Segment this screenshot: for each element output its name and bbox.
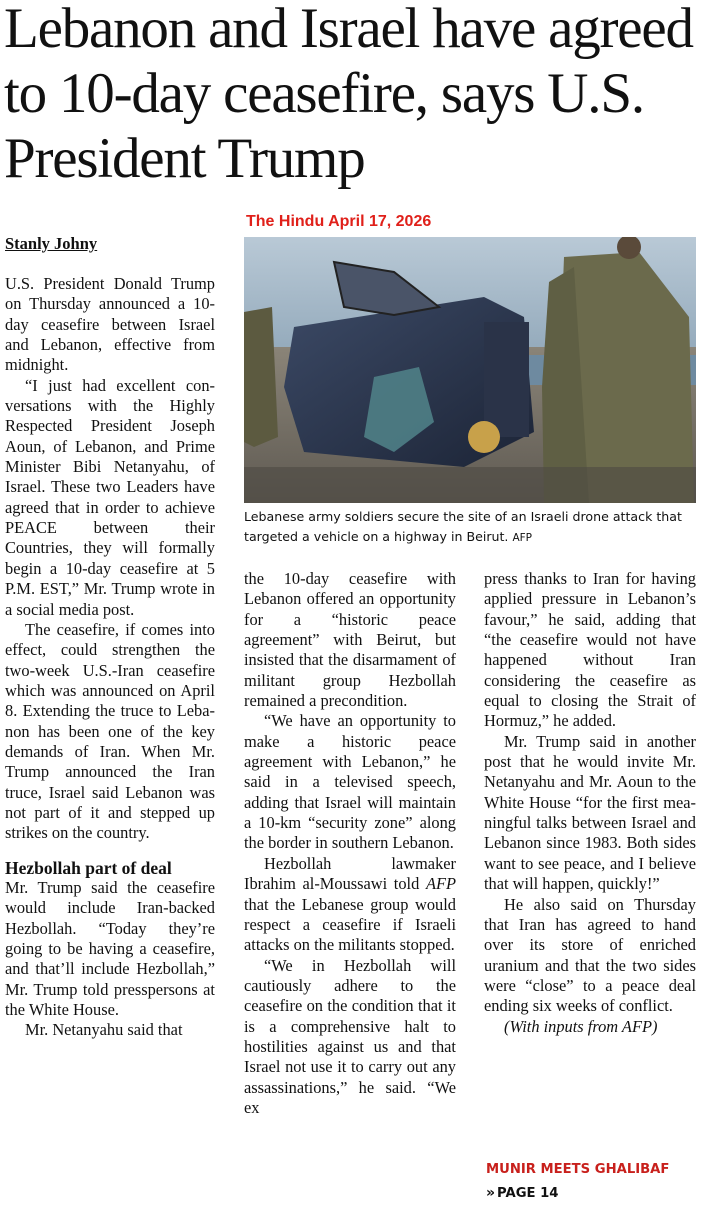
double-chevron-right-icon: » bbox=[486, 1185, 496, 1201]
paragraph: “I just had excellent conversations with the Highly Respected President Joseph Aoun, of Lebanon, and Prime Minister Bibi Netanyahu, of Israel. These two Leaders have agreed that in order to achieve PEACE between their Countries, they will formally begin a 10-day ceasefire at 5 P.M. EST,” Mr. Trump wrote in a social media post. bbox=[5, 375, 215, 619]
column-3 bbox=[484, 569, 696, 1037]
text-run: Hezbollah lawmaker Ibrahim al-Moussawi told bbox=[244, 853, 456, 894]
paragraph: the 10-day ceasefire with Lebanon offered an opportunity for a “historic peace agreement” with Beirut, but insisted that the disarmament of militant group Hezbollah remained a precondition. bbox=[244, 569, 456, 711]
news-photo bbox=[244, 237, 696, 503]
inputs-note bbox=[484, 1017, 696, 1037]
news-photo-image bbox=[244, 237, 696, 503]
paragraph bbox=[244, 854, 456, 956]
paragraph: Mr. Trump said in another post that he would invite Mr. Netanyahu and Mr. Aoun to the White House “for the first meaningful talks between Israel and Lebanon since 1983. Both sides want to see peace, and I believe that will happen, quickly!” bbox=[484, 731, 696, 894]
headline: Lebanon and Israel have agreed to 10-day ceasefire, says U.S. President Trump bbox=[4, 0, 693, 190]
teaser-page-ref[interactable] bbox=[486, 1185, 558, 1201]
paragraph: He also said on Thursday that Iran has agreed to hand over its store of enriched uranium and that the two sides were “close” to a peace deal ending six weeks of conflict. bbox=[484, 894, 696, 1016]
paragraph: “We in Hezbollah will cautiously adhere to the ceasefire on the condition that it is a comprehensive halt to hostilities against us and that Israel not use it to carry out any assassinations,” he said. “We ex bbox=[244, 955, 456, 1117]
paragraph: Mr. Trump said the ceasefire would include Iran-backed Hezbollah. “Today they’re going to be having a ceasefire, and that’ll include Hezbollah,” Mr. Trump told presspersons at the White House. bbox=[5, 877, 215, 1020]
column-1 bbox=[5, 274, 215, 1041]
teaser-page-label: PAGE 14 bbox=[497, 1186, 559, 1201]
subheading: Hezbollah part of deal bbox=[5, 857, 172, 878]
emphasis-source: AFP bbox=[425, 874, 456, 894]
paragraph: U.S. President Donald Trump on Thursday announced a 10-day ceasefire between Israel and Lebanon, effective from midnight. bbox=[5, 274, 215, 375]
teaser-kicker: MUNIR MEETS GHALIBAF bbox=[486, 1162, 670, 1177]
photo-credit: AFP bbox=[512, 532, 533, 544]
paragraph: “We have an opportunity to make a historic peace agreement with Lebanon,” he said in a televised speech, adding that Israel will maintain a 10-km “security zone” along the border in southern Lebanon. bbox=[244, 711, 456, 853]
paragraph: Mr. Netanyahu said that bbox=[25, 1020, 183, 1040]
inputs-note-text: (With inputs from AFP) bbox=[504, 1016, 658, 1036]
caption-text: Lebanese army soldiers secure the site of an Israeli drone attack that targeted a vehicle on a highway in Beirut. bbox=[244, 509, 682, 544]
byline: Stanly Johny bbox=[5, 234, 98, 253]
source-label: The Hindu April 17, 2026 bbox=[246, 213, 432, 230]
paragraph: The ceasefire, if comes into effect, could strengthen the two-week U.S.-Iran ceasefire which was announced on April 8. Extending the truce to Lebanon has been one of the key demands of Iran. When Mr. Trump announced the Iran truce, Israel said Lebanon was not part of it and stepped up strikes on the country. bbox=[5, 619, 215, 843]
photo-caption bbox=[244, 507, 696, 548]
paragraph: press thanks to Iran for having applied pressure in Lebanon’s favour,” he said, adding that “the ceasefire would not have happened without Iran considering the ceasefire as equal to closing the Strait of Hormuz,” he added. bbox=[484, 569, 696, 731]
column-2 bbox=[244, 569, 456, 1118]
text-run: that the Lebanese group would respect a ceasefire if Israeli attacks on the militants stopped. bbox=[244, 894, 456, 955]
